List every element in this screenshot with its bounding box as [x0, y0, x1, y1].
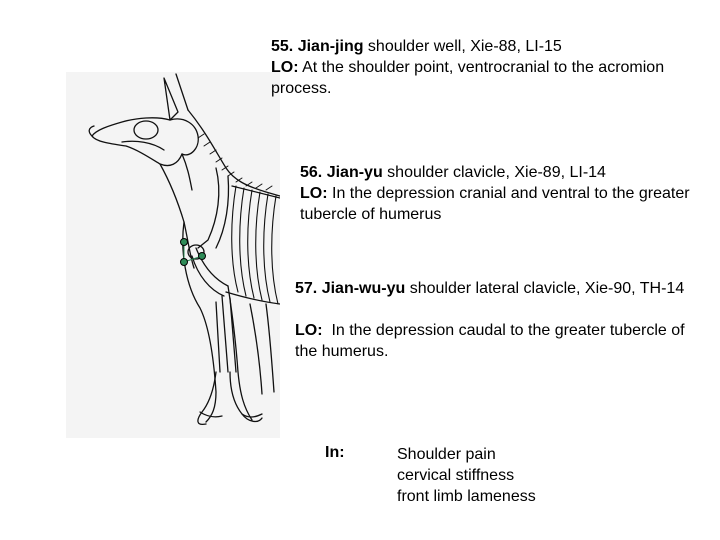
point-56-number-name — [300, 164, 383, 181]
point-57-name: Jian-wu-yu — [321, 280, 406, 297]
point-55-number: 55. — [271, 38, 294, 55]
point-55-lo-text: At the shoulder point, ventrocranial to the acromion process. — [271, 59, 665, 97]
point-57-number: 57. — [295, 280, 318, 297]
point-57-desc: shoulder lateral clavicle, Xie-90, TH-14 — [405, 280, 685, 297]
point-57-heading — [295, 278, 705, 299]
indications-list — [397, 444, 536, 507]
dog-skeleton-figure — [66, 72, 280, 438]
point-57-location — [295, 320, 705, 362]
point-56-lo-text: In the depression cranial and ventral to the greater tubercle of humerus — [300, 185, 690, 223]
point-56-name: Jian-yu — [326, 164, 383, 181]
point-55-block — [271, 36, 691, 99]
point-57-lo-text: In the depression caudal to the greater tubercle of the humerus. — [295, 322, 690, 360]
point-57-block — [295, 278, 705, 362]
indication-item: Shoulder pain — [397, 446, 496, 463]
marker-jian-jing — [181, 239, 188, 246]
point-55-desc: shoulder well, Xie-88, LI-15 — [363, 38, 562, 55]
marker-jian-wu-yu — [199, 253, 206, 260]
point-57-number-name — [295, 280, 405, 297]
indication-item: cervical stiffness — [397, 467, 515, 484]
point-55-number-name — [271, 38, 363, 55]
point-57-lo-label: LO: — [295, 322, 323, 339]
point-56-block — [300, 162, 700, 225]
indication-item: front limb lameness — [397, 488, 536, 505]
point-56-heading — [300, 162, 700, 183]
point-55-lo-label: LO: — [271, 59, 299, 76]
point-56-desc: shoulder clavicle, Xie-89, LI-14 — [382, 164, 606, 181]
point-56-number: 56. — [300, 164, 323, 181]
point-56-lo-label: LO: — [300, 185, 328, 202]
marker-jian-yu — [181, 259, 188, 266]
point-56-location — [300, 183, 700, 225]
point-55-name: Jian-jing — [297, 38, 364, 55]
point-55-location — [271, 57, 691, 99]
point-55-heading — [271, 36, 691, 57]
acupoint-markers — [66, 72, 280, 438]
indications-label: In: — [325, 444, 345, 461]
